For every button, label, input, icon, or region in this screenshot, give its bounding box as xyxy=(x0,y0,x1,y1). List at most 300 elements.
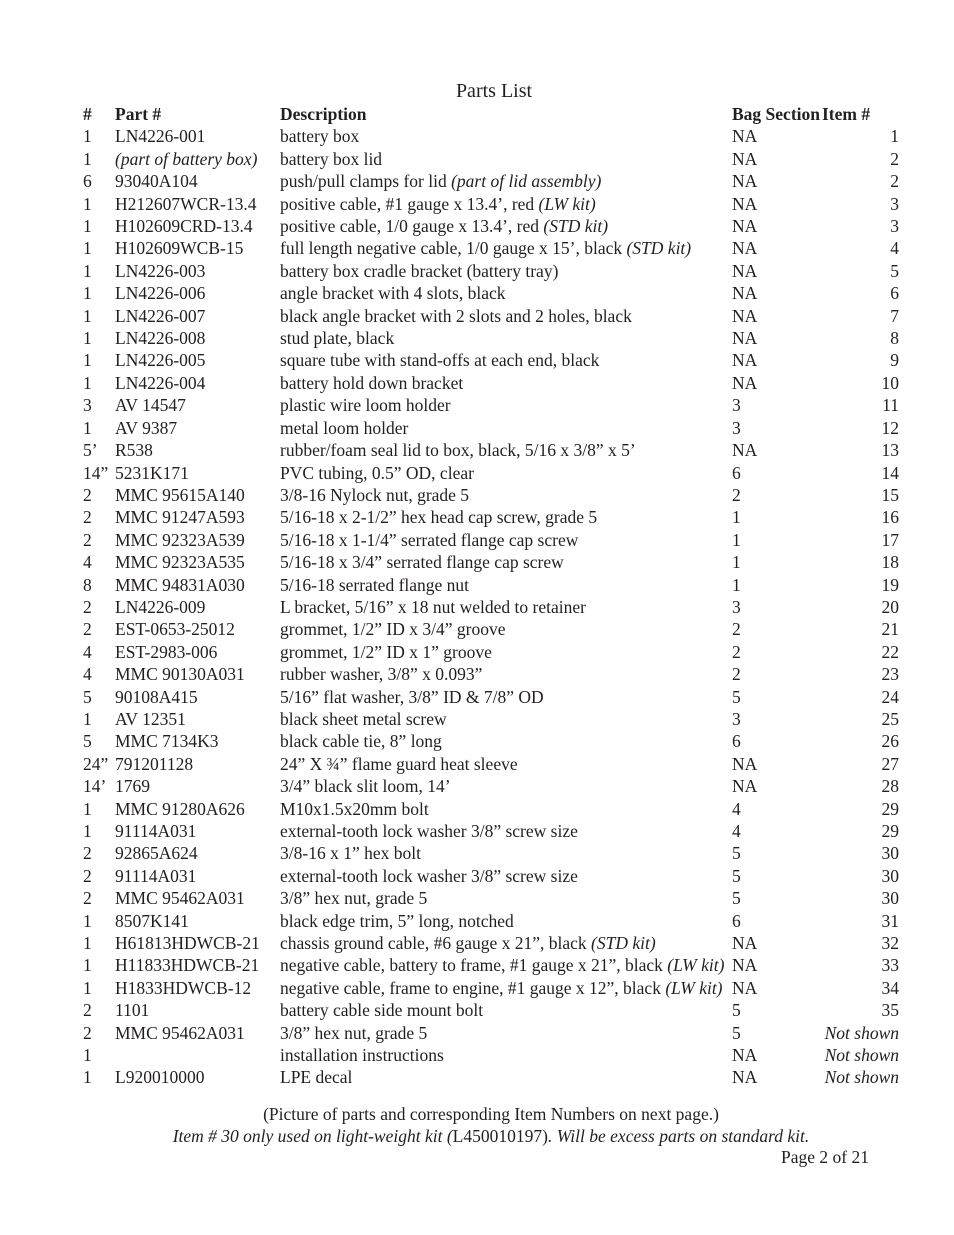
row-item-number: 18 xyxy=(881,552,899,573)
row-description-text: positive cable, 1/0 gauge x 13.4’, red xyxy=(280,216,544,237)
row-qty: 5’ xyxy=(83,440,98,461)
row-part-number: LN4226-008 xyxy=(115,328,206,349)
row-bag-section: 6 xyxy=(732,731,741,752)
row-description xyxy=(280,820,732,842)
row-description-text: battery box lid xyxy=(280,148,383,169)
row-qty: 1 xyxy=(83,708,92,729)
row-bag-section: NA xyxy=(732,283,758,304)
row-part-number: H11833HDWCB-21 xyxy=(115,955,260,976)
row-description-text: PVC tubing, 0.5” OD, clear xyxy=(280,462,474,483)
row-description xyxy=(280,551,732,573)
row-qty: 1 xyxy=(83,417,92,438)
row-description-kit-note: (LW kit) xyxy=(538,193,596,214)
row-description xyxy=(280,462,732,484)
row-qty: 14” xyxy=(83,462,109,483)
row-description xyxy=(280,506,732,528)
row-description-text: positive cable, #1 gauge x 13.4’, red xyxy=(280,193,539,214)
row-qty: 1 xyxy=(83,933,92,954)
row-item-number: 2 xyxy=(890,148,899,169)
table-row xyxy=(83,125,899,147)
row-item-number: 4 xyxy=(890,238,899,259)
row-item-number: 14 xyxy=(881,462,899,483)
row-part-number: MMC 91280A626 xyxy=(115,798,245,819)
row-description-text: black edge trim, 5” long, notched xyxy=(280,910,514,931)
row-description xyxy=(280,529,732,551)
row-description xyxy=(280,753,732,775)
row-part-number: H212607WCR-13.4 xyxy=(115,193,257,214)
row-description-text: plastic wire loom holder xyxy=(280,395,451,416)
table-row xyxy=(83,910,899,932)
row-description-kit-note: (part of lid assembly) xyxy=(451,171,602,192)
row-bag-section: NA xyxy=(732,955,758,976)
table-row xyxy=(83,842,899,864)
header-description: Description xyxy=(280,104,367,124)
table-row xyxy=(83,327,899,349)
row-part-number xyxy=(115,1044,280,1066)
row-description xyxy=(280,282,732,304)
row-description-text: 5/16” flat washer, 3/8” ID & 7/8” OD xyxy=(280,686,544,707)
row-description-text: 5/16-18 x 1-1/4” serrated flange cap screw xyxy=(280,529,579,550)
row-qty: 14’ xyxy=(83,776,107,797)
picture-note: (Picture of parts and corresponding Item Numbers on next page.) xyxy=(263,1104,719,1124)
row-part-number: 8507K141 xyxy=(115,910,189,931)
row-description-text: black cable tie, 8” long xyxy=(280,731,442,752)
parts-table xyxy=(83,103,899,1089)
row-qty: 8 xyxy=(83,574,92,595)
row-description-text: 5/16-18 x 2-1/2” hex head cap screw, grade 5 xyxy=(280,507,598,528)
row-description-text: square tube with stand-offs at each end, black xyxy=(280,350,600,371)
table-row xyxy=(83,775,899,797)
row-description-kit-note: (LW kit) xyxy=(667,955,725,976)
row-bag-section: 3 xyxy=(732,417,741,438)
row-bag-section: NA xyxy=(732,238,758,259)
row-description xyxy=(280,1022,732,1044)
row-description-text: L bracket, 5/16” x 18 nut welded to retainer xyxy=(280,596,586,617)
row-qty: 1 xyxy=(83,238,92,259)
row-description-text: installation instructions xyxy=(280,1045,444,1066)
row-item-number: 30 xyxy=(881,888,899,909)
row-item-number: 34 xyxy=(881,977,899,998)
table-row xyxy=(83,193,899,215)
table-row xyxy=(83,1022,899,1044)
row-part-number: MMC 92323A539 xyxy=(115,529,245,550)
row-description-text: full length negative cable, 1/0 gauge x 15’, black xyxy=(280,238,627,259)
table-row xyxy=(83,148,899,170)
row-description xyxy=(280,596,732,618)
row-part-number: 91114A031 xyxy=(115,865,197,886)
row-item-number: 27 xyxy=(881,753,899,774)
row-description xyxy=(280,439,732,461)
row-part-number: LN4226-006 xyxy=(115,283,206,304)
row-description xyxy=(280,775,732,797)
row-bag-section: NA xyxy=(732,305,758,326)
table-row xyxy=(83,215,899,237)
row-description xyxy=(280,170,732,192)
row-qty: 1 xyxy=(83,821,92,841)
table-row xyxy=(83,170,899,192)
table-row xyxy=(83,798,899,820)
row-bag-section: NA xyxy=(732,776,758,797)
row-bag-section: NA xyxy=(732,1067,758,1088)
row-bag-section: 5 xyxy=(732,843,741,864)
row-item-number: 20 xyxy=(881,596,899,617)
row-item-number: 3 xyxy=(890,216,899,237)
table-row xyxy=(83,282,899,304)
row-bag-section: NA xyxy=(732,753,758,774)
row-description-text: negative cable, battery to frame, #1 gauge x 21”, black xyxy=(280,955,668,976)
table-row xyxy=(83,305,899,327)
row-description-text: 3/8” hex nut, grade 5 xyxy=(280,888,428,909)
row-bag-section: 1 xyxy=(732,552,741,573)
row-part-number: 5231K171 xyxy=(115,462,189,483)
table-row xyxy=(83,887,899,909)
row-description xyxy=(280,1044,732,1066)
row-part-number: 92865A624 xyxy=(115,843,198,864)
row-part-number: 1101 xyxy=(115,1000,150,1021)
row-bag-section: 3 xyxy=(732,395,741,416)
row-bag-section: 5 xyxy=(732,888,741,909)
row-item-number: 23 xyxy=(881,664,899,685)
row-part-number: EST-2983-006 xyxy=(115,641,218,662)
table-row xyxy=(83,462,899,484)
row-item-number: 28 xyxy=(881,776,899,797)
row-bag-section: 5 xyxy=(732,686,741,707)
header-bag-section: Bag Section xyxy=(732,104,820,124)
table-row xyxy=(83,551,899,573)
row-bag-section: NA xyxy=(732,933,758,954)
row-description-text: LPE decal xyxy=(280,1067,353,1088)
row-description-text: battery cable side mount bolt xyxy=(280,1000,484,1021)
row-qty: 2 xyxy=(83,484,92,505)
row-part-number: AV 9387 xyxy=(115,417,178,438)
row-description-text: external-tooth lock washer 3/8” screw size xyxy=(280,821,578,841)
row-bag-section: NA xyxy=(732,328,758,349)
row-bag-section: NA xyxy=(732,350,758,371)
row-part-number: L920010000 xyxy=(115,1067,205,1088)
row-part-number: R538 xyxy=(115,440,153,461)
row-description-text: stud plate, black xyxy=(280,328,395,349)
table-row xyxy=(83,708,899,730)
header-qty: # xyxy=(83,104,92,124)
row-qty: 5 xyxy=(83,731,92,752)
row-bag-section: 5 xyxy=(732,1022,741,1043)
row-bag-section: NA xyxy=(732,440,758,461)
row-bag-section: 5 xyxy=(732,865,741,886)
row-item-number: Not shown xyxy=(824,1067,899,1088)
row-qty: 1 xyxy=(83,1045,92,1066)
row-part-number: H102609CRD-13.4 xyxy=(115,216,253,237)
row-description xyxy=(280,708,732,730)
row-bag-section: 6 xyxy=(732,910,741,931)
row-part-number: 91114A031 xyxy=(115,821,197,841)
row-qty: 4 xyxy=(83,664,92,685)
table-row xyxy=(83,349,899,371)
row-description-kit-note: (STD kit) xyxy=(626,238,692,259)
row-description xyxy=(280,641,732,663)
row-item-number: 8 xyxy=(890,328,899,349)
table-row xyxy=(83,372,899,394)
row-item-number: 7 xyxy=(890,305,899,326)
row-part-number: MMC 90130A031 xyxy=(115,664,245,685)
row-description xyxy=(280,977,732,999)
table-row xyxy=(83,977,899,999)
row-bag-section: 1 xyxy=(732,529,741,550)
row-item-number: 21 xyxy=(881,619,899,640)
row-item-number: 11 xyxy=(882,395,899,416)
row-part-number: H102609WCB-15 xyxy=(115,238,244,259)
row-item-number: 5 xyxy=(890,260,899,281)
row-item-number: 10 xyxy=(881,372,899,393)
row-bag-section: 2 xyxy=(732,619,741,640)
row-bag-section: NA xyxy=(732,193,758,214)
table-header-row xyxy=(83,103,899,125)
row-part-number: AV 12351 xyxy=(115,708,186,729)
row-bag-section: NA xyxy=(732,148,758,169)
header-item: Item # xyxy=(822,104,871,124)
row-part-number: LN4226-001 xyxy=(115,126,206,147)
row-description-text: 3/8-16 Nylock nut, grade 5 xyxy=(280,484,470,505)
row-description xyxy=(280,1066,732,1088)
table-row xyxy=(83,999,899,1021)
table-row xyxy=(83,641,899,663)
row-description xyxy=(280,125,732,147)
row-bag-section: 1 xyxy=(732,507,741,528)
table-row xyxy=(83,618,899,640)
row-description xyxy=(280,798,732,820)
row-item-number: 15 xyxy=(881,484,899,505)
row-item-number: 9 xyxy=(890,350,899,371)
table-row xyxy=(83,932,899,954)
row-qty: 2 xyxy=(83,529,92,550)
row-qty: 1 xyxy=(83,216,92,237)
row-qty: 1 xyxy=(83,372,92,393)
row-bag-section: NA xyxy=(732,126,758,147)
row-item-number: 17 xyxy=(881,529,899,550)
table-row xyxy=(83,484,899,506)
row-description xyxy=(280,574,732,596)
row-description-text: 5/16-18 x 3/4” serrated flange cap screw xyxy=(280,552,564,573)
row-bag-section: NA xyxy=(732,1045,758,1066)
row-item-number: Not shown xyxy=(824,1022,899,1043)
row-description xyxy=(280,148,732,170)
row-qty: 2 xyxy=(83,596,92,617)
row-description-text: 5/16-18 serrated flange nut xyxy=(280,574,470,595)
row-qty: 1 xyxy=(83,955,92,976)
row-description-text: 24” X ¾” flame guard heat sleeve xyxy=(280,753,518,774)
row-qty: 2 xyxy=(83,843,92,864)
row-item-number: 29 xyxy=(881,798,899,819)
row-bag-section: NA xyxy=(732,171,758,192)
table-row xyxy=(83,1066,899,1088)
row-description-text: 3/8” hex nut, grade 5 xyxy=(280,1022,428,1043)
row-bag-section: NA xyxy=(732,977,758,998)
row-qty: 2 xyxy=(83,888,92,909)
table-row xyxy=(83,686,899,708)
row-item-number: 24 xyxy=(881,686,899,707)
row-description-text: external-tooth lock washer 3/8” screw size xyxy=(280,865,578,886)
row-part-number: EST-0653-25012 xyxy=(115,619,235,640)
row-description xyxy=(280,842,732,864)
row-item-number: 25 xyxy=(881,708,899,729)
row-part-number: MMC 95615A140 xyxy=(115,484,245,505)
row-description-text: battery box cradle bracket (battery tray) xyxy=(280,260,559,281)
row-description-text: battery hold down bracket xyxy=(280,372,464,393)
row-description xyxy=(280,932,732,954)
row-description-text: negative cable, frame to engine, #1 gauge x 12”, black xyxy=(280,977,666,998)
header-part: Part # xyxy=(115,104,162,124)
row-part-number: MMC 91247A593 xyxy=(115,507,245,528)
row-qty: 1 xyxy=(83,260,92,281)
row-description xyxy=(280,260,732,282)
row-qty: 1 xyxy=(83,1067,92,1088)
row-part-number: LN4226-003 xyxy=(115,260,206,281)
kit-note xyxy=(0,1126,954,1147)
row-description xyxy=(280,686,732,708)
row-description xyxy=(280,954,732,976)
row-part-number: LN4226-009 xyxy=(115,596,206,617)
row-part-number: AV 14547 xyxy=(115,395,186,416)
row-description-text: rubber washer, 3/8” x 0.093” xyxy=(280,664,483,685)
row-bag-section: 4 xyxy=(732,798,741,819)
row-qty: 2 xyxy=(83,507,92,528)
row-description xyxy=(280,910,732,932)
row-description-text: black sheet metal screw xyxy=(280,708,447,729)
row-item-number: 13 xyxy=(881,440,899,461)
row-part-number: (part of battery box) xyxy=(115,148,258,169)
row-description-text: 3/4” black slit loom, 14’ xyxy=(280,776,451,797)
row-bag-section: 5 xyxy=(732,1000,741,1021)
row-item-number: 22 xyxy=(881,641,899,662)
row-qty: 1 xyxy=(83,910,92,931)
table-row xyxy=(83,439,899,461)
row-description-kit-note: (STD kit) xyxy=(591,933,656,954)
row-part-number: MMC 95462A031 xyxy=(115,1022,245,1043)
table-row xyxy=(83,730,899,752)
row-qty: 2 xyxy=(83,865,92,886)
row-description-text: angle bracket with 4 slots, black xyxy=(280,283,506,304)
row-description xyxy=(280,327,732,349)
row-item-number: 35 xyxy=(881,1000,899,1021)
row-item-number: 29 xyxy=(881,821,899,841)
row-description xyxy=(280,394,732,416)
row-part-number: LN4226-004 xyxy=(115,372,206,393)
table-row xyxy=(83,753,899,775)
row-item-number: 31 xyxy=(881,910,899,931)
row-part-number: H61813HDWCB-21 xyxy=(115,933,260,954)
row-qty: 2 xyxy=(83,619,92,640)
row-description xyxy=(280,663,732,685)
row-description-text: chassis ground cable, #6 gauge x 21”, black xyxy=(280,933,592,954)
row-qty: 1 xyxy=(83,350,92,371)
row-description xyxy=(280,865,732,887)
row-qty: 3 xyxy=(83,395,92,416)
kit-note-part-a: Item # 30 only used on light-weight kit ( xyxy=(172,1126,453,1146)
row-item-number: 3 xyxy=(890,193,899,214)
row-item-number: 2 xyxy=(890,171,899,192)
row-description xyxy=(280,730,732,752)
row-description-text: battery box xyxy=(280,126,360,147)
row-part-number: H1833HDWCB-12 xyxy=(115,977,252,998)
table-row xyxy=(83,394,899,416)
row-item-number: 16 xyxy=(881,507,899,528)
row-qty: 1 xyxy=(83,305,92,326)
row-bag-section: NA xyxy=(732,372,758,393)
table-row xyxy=(83,663,899,685)
row-part-number: MMC 95462A031 xyxy=(115,888,245,909)
row-qty: 4 xyxy=(83,552,92,573)
row-qty: 6 xyxy=(83,171,92,192)
row-bag-section: 3 xyxy=(732,708,741,729)
row-bag-section: 2 xyxy=(732,641,741,662)
row-bag-section: 2 xyxy=(732,484,741,505)
row-description-text: grommet, 1/2” ID x 3/4” groove xyxy=(280,619,506,640)
row-description-text: rubber/foam seal lid to box, black, 5/16 x 3/8” x 5’ xyxy=(280,440,636,461)
row-description xyxy=(280,305,732,327)
row-description xyxy=(280,887,732,909)
row-description xyxy=(280,484,732,506)
row-description-kit-note: (LW kit) xyxy=(665,977,723,998)
row-description xyxy=(280,417,732,439)
row-item-number: 30 xyxy=(881,843,899,864)
table-row xyxy=(83,820,899,842)
row-description-text: metal loom holder xyxy=(280,417,409,438)
row-description-text: push/pull clamps for lid xyxy=(280,171,452,192)
row-qty: 1 xyxy=(83,193,92,214)
row-description xyxy=(280,193,732,215)
row-description xyxy=(280,618,732,640)
parts-table-body xyxy=(83,125,899,1088)
row-qty: 4 xyxy=(83,641,92,662)
row-qty: 1 xyxy=(83,126,92,147)
row-description xyxy=(280,237,732,259)
row-description xyxy=(280,372,732,394)
row-description xyxy=(280,349,732,371)
row-item-number: 1 xyxy=(890,126,899,147)
kit-note-part-c: . Will be excess parts on standard kit. xyxy=(547,1126,810,1146)
table-row xyxy=(83,506,899,528)
row-bag-section: 4 xyxy=(732,821,741,841)
row-item-number: 30 xyxy=(881,865,899,886)
table-row xyxy=(83,1044,899,1066)
row-item-number: 6 xyxy=(890,283,899,304)
row-description-text: 3/8-16 x 1” hex bolt xyxy=(280,843,421,864)
row-qty: 2 xyxy=(83,1000,92,1021)
table-row xyxy=(83,237,899,259)
row-item-number: 12 xyxy=(881,417,899,438)
page-title: Parts List xyxy=(455,80,533,102)
row-qty: 2 xyxy=(83,1022,92,1043)
row-part-number: LN4226-005 xyxy=(115,350,206,371)
row-part-number: MMC 92323A535 xyxy=(115,552,245,573)
row-qty: 1 xyxy=(83,328,92,349)
row-part-number: LN4226-007 xyxy=(115,305,206,326)
table-row xyxy=(83,574,899,596)
row-part-number: MMC 7134K3 xyxy=(115,731,219,752)
row-part-number: 791201128 xyxy=(115,753,194,774)
table-row xyxy=(83,865,899,887)
row-bag-section: 2 xyxy=(732,664,741,685)
row-description-text: black angle bracket with 2 slots and 2 holes, black xyxy=(280,305,632,326)
row-description xyxy=(280,215,732,237)
row-qty: 1 xyxy=(83,148,92,169)
row-bag-section: 6 xyxy=(732,462,741,483)
table-row xyxy=(83,417,899,439)
row-bag-section: 3 xyxy=(732,596,741,617)
row-qty: 1 xyxy=(83,798,92,819)
row-description xyxy=(280,999,732,1021)
table-row xyxy=(83,260,899,282)
row-item-number: 26 xyxy=(881,731,899,752)
